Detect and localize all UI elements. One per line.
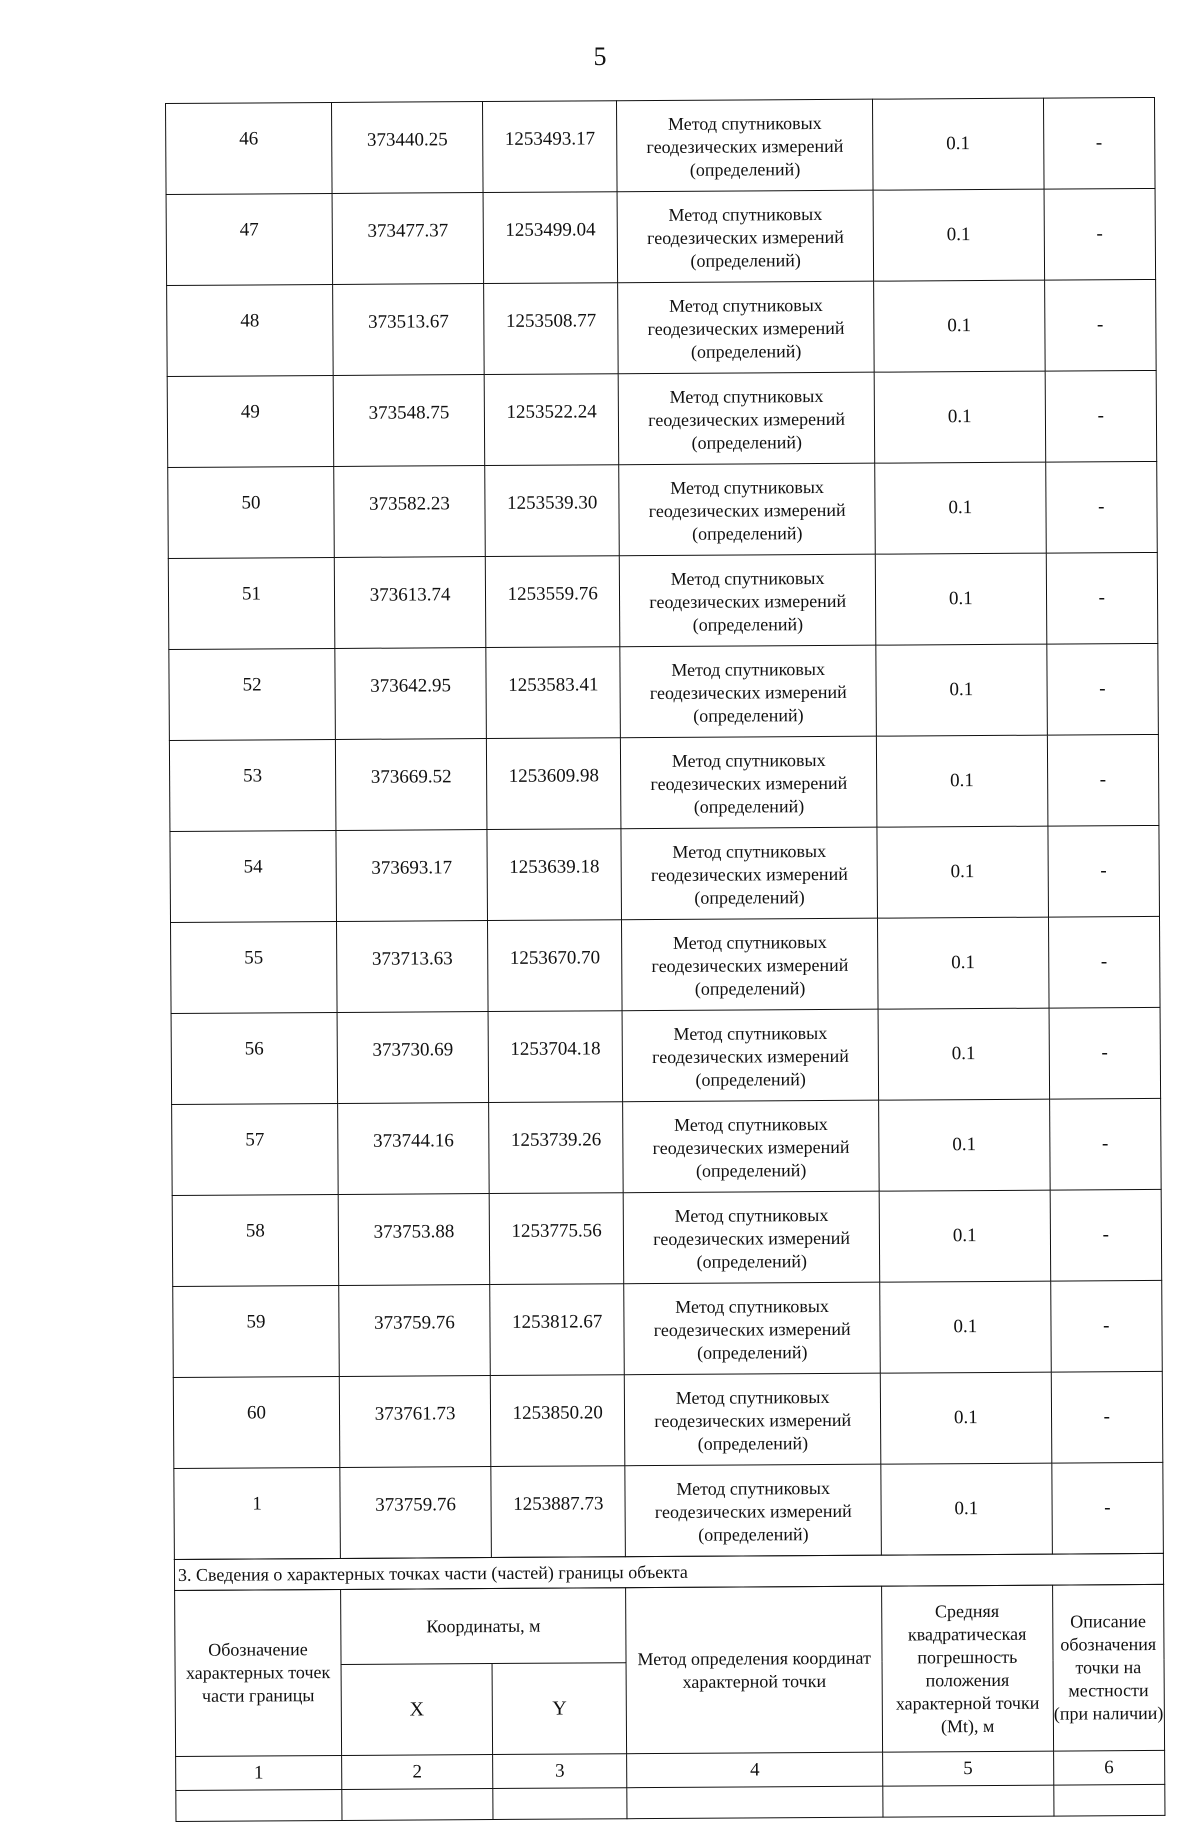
coord-x: 373582.23 bbox=[334, 466, 486, 558]
col-number-3: 3 bbox=[493, 1754, 627, 1789]
method-line: Метод спутниковых bbox=[672, 931, 827, 953]
method-line: геодезических измерений bbox=[650, 772, 848, 794]
coord-x: 373613.74 bbox=[334, 557, 486, 649]
coord-y: 1253850.20 bbox=[490, 1375, 625, 1467]
empty-cell bbox=[493, 1788, 627, 1820]
coord-x: 373761.73 bbox=[339, 1376, 491, 1468]
method-line: (определений) bbox=[693, 795, 805, 817]
col-number-1: 1 bbox=[176, 1755, 342, 1790]
table-row bbox=[170, 825, 1160, 922]
description-value: - bbox=[1045, 370, 1157, 462]
coord-x: 373744.16 bbox=[338, 1103, 490, 1195]
description-value: - bbox=[1051, 1462, 1163, 1554]
method-line: Метод спутниковых bbox=[674, 1113, 828, 1135]
point-number: 59 bbox=[173, 1285, 340, 1377]
method-cell bbox=[620, 554, 876, 647]
coord-y: 1253887.73 bbox=[491, 1466, 626, 1558]
accuracy-value: 0.1 bbox=[880, 1372, 1051, 1464]
method-line: (определений) bbox=[697, 1432, 809, 1454]
method-line: Метод спутниковых bbox=[673, 1022, 828, 1044]
accuracy-value: 0.1 bbox=[873, 189, 1044, 281]
accuracy-value: 0.1 bbox=[876, 644, 1047, 736]
method-cell bbox=[617, 99, 873, 192]
coord-y: 1253499.04 bbox=[483, 192, 618, 284]
col-number-5: 5 bbox=[883, 1751, 1054, 1786]
point-number: 52 bbox=[169, 648, 336, 740]
method-line: (определений) bbox=[695, 1159, 807, 1181]
method-cell bbox=[620, 645, 876, 738]
accuracy-value: 0.1 bbox=[874, 371, 1045, 463]
table-row bbox=[171, 916, 1161, 1013]
method-line: (определений) bbox=[694, 977, 806, 999]
method-line: геодезических измерений bbox=[648, 499, 846, 521]
method-cell bbox=[623, 1191, 879, 1284]
description-value: - bbox=[1047, 734, 1159, 826]
method-line: Метод спутниковых bbox=[676, 1477, 831, 1499]
method-cell bbox=[621, 736, 877, 829]
description-value: - bbox=[1049, 1098, 1161, 1190]
coord-x: 373713.63 bbox=[336, 921, 488, 1013]
method-line: Метод спутниковых bbox=[674, 1204, 829, 1226]
empty-cell bbox=[176, 1789, 342, 1821]
method-cell bbox=[618, 372, 874, 465]
page-number: 5 bbox=[593, 42, 607, 71]
coord-y: 1253704.18 bbox=[488, 1011, 623, 1103]
description-value: - bbox=[1045, 461, 1157, 553]
table-row bbox=[168, 552, 1158, 649]
coord-y: 1253812.67 bbox=[490, 1284, 625, 1376]
method-line: (определений) bbox=[696, 1250, 808, 1272]
method-line: Метод спутниковых bbox=[675, 1386, 830, 1408]
empty-cell bbox=[627, 1786, 883, 1819]
coord-y: 1253539.30 bbox=[485, 465, 620, 557]
point-number: 51 bbox=[168, 557, 335, 649]
point-number: 1 bbox=[174, 1467, 341, 1559]
col-number-2: 2 bbox=[342, 1755, 493, 1790]
method-line: (определений) bbox=[693, 704, 804, 726]
description-value: - bbox=[1047, 825, 1159, 917]
header-y: Y bbox=[492, 1663, 627, 1755]
accuracy-value: 0.1 bbox=[874, 280, 1045, 372]
method-line: Метод спутниковых bbox=[670, 567, 825, 589]
table-row bbox=[168, 461, 1158, 558]
coord-x: 373513.67 bbox=[333, 284, 485, 376]
col-number-6: 6 bbox=[1053, 1750, 1165, 1785]
coord-y: 1253775.56 bbox=[489, 1193, 624, 1285]
accuracy-value: 0.1 bbox=[878, 917, 1049, 1009]
header-x: X bbox=[341, 1664, 493, 1756]
method-line: геодезических измерений bbox=[646, 135, 844, 157]
header-method: Метод определения координат характерной точки bbox=[626, 1586, 883, 1754]
accuracy-value: 0.1 bbox=[873, 98, 1044, 190]
method-line: (определений) bbox=[698, 1523, 809, 1545]
accuracy-value: 0.1 bbox=[879, 1190, 1050, 1282]
point-number: 46 bbox=[166, 102, 333, 194]
table-row bbox=[171, 1007, 1161, 1104]
method-line: геодезических измерений bbox=[652, 1136, 850, 1158]
coord-x: 373669.52 bbox=[335, 739, 487, 831]
method-line: Метод спутниковых bbox=[672, 840, 827, 862]
method-cell bbox=[623, 1100, 879, 1193]
description-value: - bbox=[1046, 552, 1158, 644]
description-value: - bbox=[1051, 1371, 1163, 1463]
method-line: (определений) bbox=[690, 340, 802, 362]
description-value: - bbox=[1049, 1007, 1161, 1099]
empty-cell bbox=[1053, 1784, 1165, 1816]
coord-y: 1253670.70 bbox=[488, 920, 623, 1012]
point-number: 56 bbox=[171, 1012, 338, 1104]
coord-x: 373753.88 bbox=[338, 1194, 490, 1286]
coord-x: 373548.75 bbox=[333, 375, 485, 467]
coord-y: 1253639.18 bbox=[487, 829, 622, 921]
point-number: 48 bbox=[167, 284, 334, 376]
coord-y: 1253493.17 bbox=[483, 101, 618, 193]
method-line: геодезических измерений bbox=[649, 590, 847, 612]
coord-x: 373477.37 bbox=[332, 193, 484, 285]
method-line: геодезических измерений bbox=[653, 1318, 851, 1340]
table-row bbox=[167, 370, 1157, 467]
coord-x: 373759.76 bbox=[339, 1285, 491, 1377]
coord-x: 373730.69 bbox=[337, 1012, 489, 1104]
table-row bbox=[166, 97, 1156, 194]
method-line: (определений) bbox=[695, 1068, 806, 1090]
method-line: геодезических измерений bbox=[648, 408, 846, 430]
accuracy-value: 0.1 bbox=[879, 1099, 1050, 1191]
coord-y: 1253583.41 bbox=[486, 647, 621, 739]
point-number: 49 bbox=[167, 375, 334, 467]
coord-y: 1253508.77 bbox=[484, 283, 619, 375]
table-row bbox=[174, 1462, 1164, 1559]
header-description: Описание обозначения точки на местности (при наличии) bbox=[1052, 1584, 1164, 1751]
description-value: - bbox=[1050, 1189, 1162, 1281]
accuracy-value: 0.1 bbox=[878, 1008, 1049, 1100]
coord-x: 373642.95 bbox=[335, 648, 487, 740]
coord-x: 373440.25 bbox=[331, 102, 483, 194]
description-value: - bbox=[1043, 97, 1155, 189]
method-cell bbox=[624, 1282, 880, 1375]
coord-x: 373693.17 bbox=[336, 830, 488, 922]
coord-y: 1253559.76 bbox=[485, 556, 620, 648]
method-line: (определений) bbox=[692, 522, 803, 544]
method-line: Метод спутниковых bbox=[667, 112, 822, 134]
method-line: Метод спутниковых bbox=[668, 294, 823, 316]
method-line: (определений) bbox=[689, 158, 801, 180]
method-line: геодезических измерений bbox=[649, 681, 847, 703]
method-line: геодезических измерений bbox=[654, 1500, 852, 1522]
table-row bbox=[172, 1189, 1162, 1286]
accuracy-value: 0.1 bbox=[875, 462, 1046, 554]
description-value: - bbox=[1044, 188, 1156, 280]
point-number: 58 bbox=[172, 1194, 339, 1286]
method-line: Метод спутниковых bbox=[670, 476, 824, 498]
method-cell bbox=[618, 281, 874, 374]
method-line: (определений) bbox=[692, 613, 804, 635]
coord-y: 1253522.24 bbox=[484, 374, 619, 466]
section-3-title: 3. Сведения о характерных точках части (частей) границы объекта bbox=[174, 1553, 1163, 1590]
method-line: (определений) bbox=[694, 886, 805, 908]
point-number: 53 bbox=[169, 739, 336, 831]
coord-y: 1253739.26 bbox=[489, 1102, 624, 1194]
point-number: 55 bbox=[171, 921, 338, 1013]
accuracy-value: 0.1 bbox=[880, 1281, 1051, 1373]
method-line: геодезических измерений bbox=[647, 226, 844, 248]
document-body bbox=[165, 97, 1165, 1822]
method-line: геодезических измерений bbox=[653, 1227, 851, 1249]
point-number: 47 bbox=[166, 193, 333, 285]
accuracy-value: 0.1 bbox=[877, 826, 1048, 918]
coord-y: 1253609.98 bbox=[487, 738, 622, 830]
table-row bbox=[169, 734, 1159, 831]
method-cell bbox=[621, 827, 877, 920]
table-row bbox=[166, 188, 1156, 285]
description-value: - bbox=[1046, 643, 1158, 735]
header-coords: Координаты, м bbox=[341, 1588, 627, 1665]
method-line: Метод спутниковых bbox=[675, 1295, 829, 1317]
method-line: Метод спутниковых bbox=[669, 385, 824, 407]
col-number-4: 4 bbox=[627, 1752, 883, 1788]
method-line: геодезических измерений bbox=[654, 1409, 852, 1431]
method-line: Метод спутниковых bbox=[668, 203, 823, 225]
section-3-table bbox=[174, 1584, 1165, 1822]
accuracy-value: 0.1 bbox=[881, 1463, 1052, 1555]
empty-row bbox=[176, 1784, 1165, 1821]
method-line: Метод спутниковых bbox=[671, 658, 826, 680]
table-row bbox=[173, 1371, 1163, 1468]
table-row bbox=[172, 1098, 1162, 1195]
method-cell bbox=[619, 463, 875, 556]
point-number: 57 bbox=[172, 1103, 339, 1195]
method-cell bbox=[625, 1464, 881, 1557]
accuracy-value: 0.1 bbox=[875, 553, 1046, 645]
accuracy-value: 0.1 bbox=[876, 735, 1047, 827]
description-value: - bbox=[1048, 916, 1160, 1008]
coordinates-table-body bbox=[166, 97, 1164, 1559]
method-cell bbox=[617, 190, 873, 283]
empty-cell bbox=[883, 1785, 1054, 1817]
point-number: 60 bbox=[173, 1376, 340, 1468]
coordinates-table bbox=[165, 97, 1164, 1560]
description-value: - bbox=[1044, 279, 1156, 371]
table-row bbox=[169, 643, 1159, 740]
point-number: 50 bbox=[168, 466, 335, 558]
method-line: геодезических измерений bbox=[651, 954, 849, 976]
description-value: - bbox=[1050, 1280, 1162, 1372]
method-cell bbox=[622, 1009, 878, 1102]
method-cell bbox=[622, 918, 878, 1011]
header-accuracy: Средняя квадратическая погрешность положения характерной точки (Mt), м bbox=[882, 1585, 1054, 1752]
method-cell bbox=[625, 1373, 881, 1466]
method-line: Метод спутниковых bbox=[671, 749, 826, 771]
method-line: (определений) bbox=[691, 431, 803, 453]
method-line: геодезических измерений bbox=[652, 1045, 849, 1067]
method-line: геодезических измерений bbox=[650, 863, 848, 885]
method-line: (определений) bbox=[690, 249, 801, 271]
table-row bbox=[167, 279, 1157, 376]
empty-cell bbox=[342, 1789, 493, 1821]
table-row bbox=[173, 1280, 1163, 1377]
header-point: Обозначение характерных точек части границы bbox=[175, 1589, 342, 1756]
method-line: геодезических измерений bbox=[647, 317, 845, 339]
method-line: (определений) bbox=[697, 1341, 808, 1363]
coord-x: 373759.76 bbox=[340, 1467, 492, 1559]
point-number: 54 bbox=[170, 830, 337, 922]
